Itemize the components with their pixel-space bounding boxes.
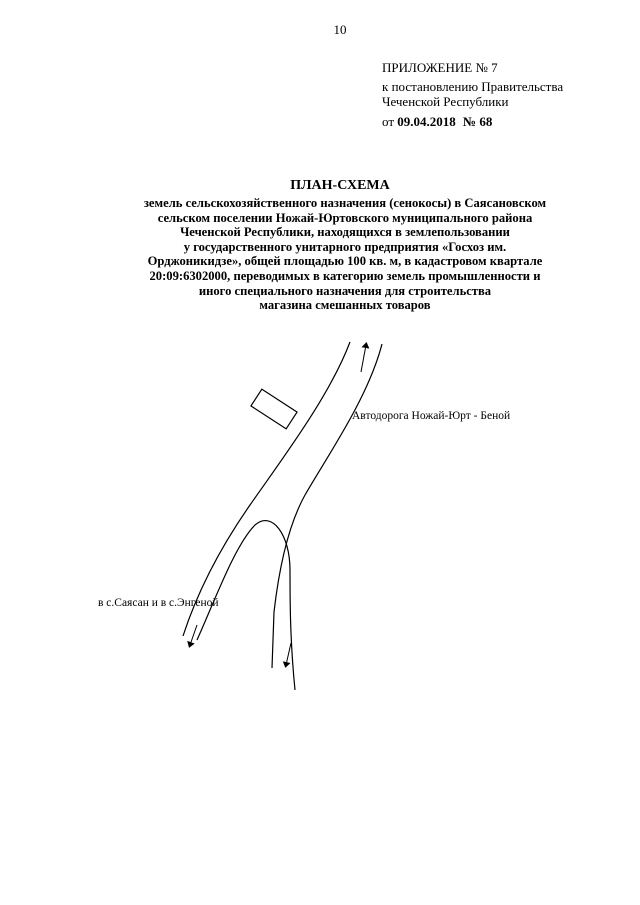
land-plot-rectangle bbox=[251, 389, 297, 429]
page-number: 10 bbox=[333, 22, 347, 37]
appendix-date: 09.04.2018 bbox=[397, 114, 456, 129]
village-label: в с.Саясан и в с.Энгеной bbox=[98, 597, 219, 609]
subtitle-line: сельском поселении Ножай-Юртовского муниципального района bbox=[157, 210, 533, 225]
appendix-line-2: Чеченской Республики bbox=[382, 94, 509, 109]
road-label: Автодорога Ножай-Юрт - Беной bbox=[352, 410, 511, 422]
subtitle-line: магазина смешанных товаров bbox=[259, 298, 431, 313]
subtitle-line: 20:09:6302000, переводимых в категорию земель промышленности и bbox=[149, 268, 541, 283]
arrow-south-left bbox=[190, 625, 197, 645]
subtitle-line: Чеченской Республики, находящихся в землепользовании bbox=[180, 225, 510, 240]
appendix-date-prefix: от bbox=[382, 114, 395, 129]
appendix-number: № 68 bbox=[463, 114, 493, 129]
appendix-line-1: к постановлению Правительства bbox=[382, 79, 564, 94]
subtitle-line: иного специального назначения для строительства bbox=[198, 283, 492, 298]
appendix-title: ПРИЛОЖЕНИЕ № 7 bbox=[382, 60, 498, 75]
document-title: ПЛАН-СХЕМА bbox=[290, 178, 390, 193]
road-left-edge bbox=[183, 342, 350, 636]
subtitle-line: у государственного унитарного предприятия «Госхоз им. bbox=[183, 239, 507, 254]
subtitle-line: Орджоникидзе», общей площадью 100 кв. м, в кадастровом квартале bbox=[147, 254, 543, 269]
subtitle-line: земель сельскохозяйственного назначения (сенокосы) в Саясановском bbox=[143, 196, 547, 210]
arrow-north bbox=[361, 345, 366, 372]
road-right-edge bbox=[272, 344, 382, 668]
arrow-south-right bbox=[286, 643, 291, 665]
